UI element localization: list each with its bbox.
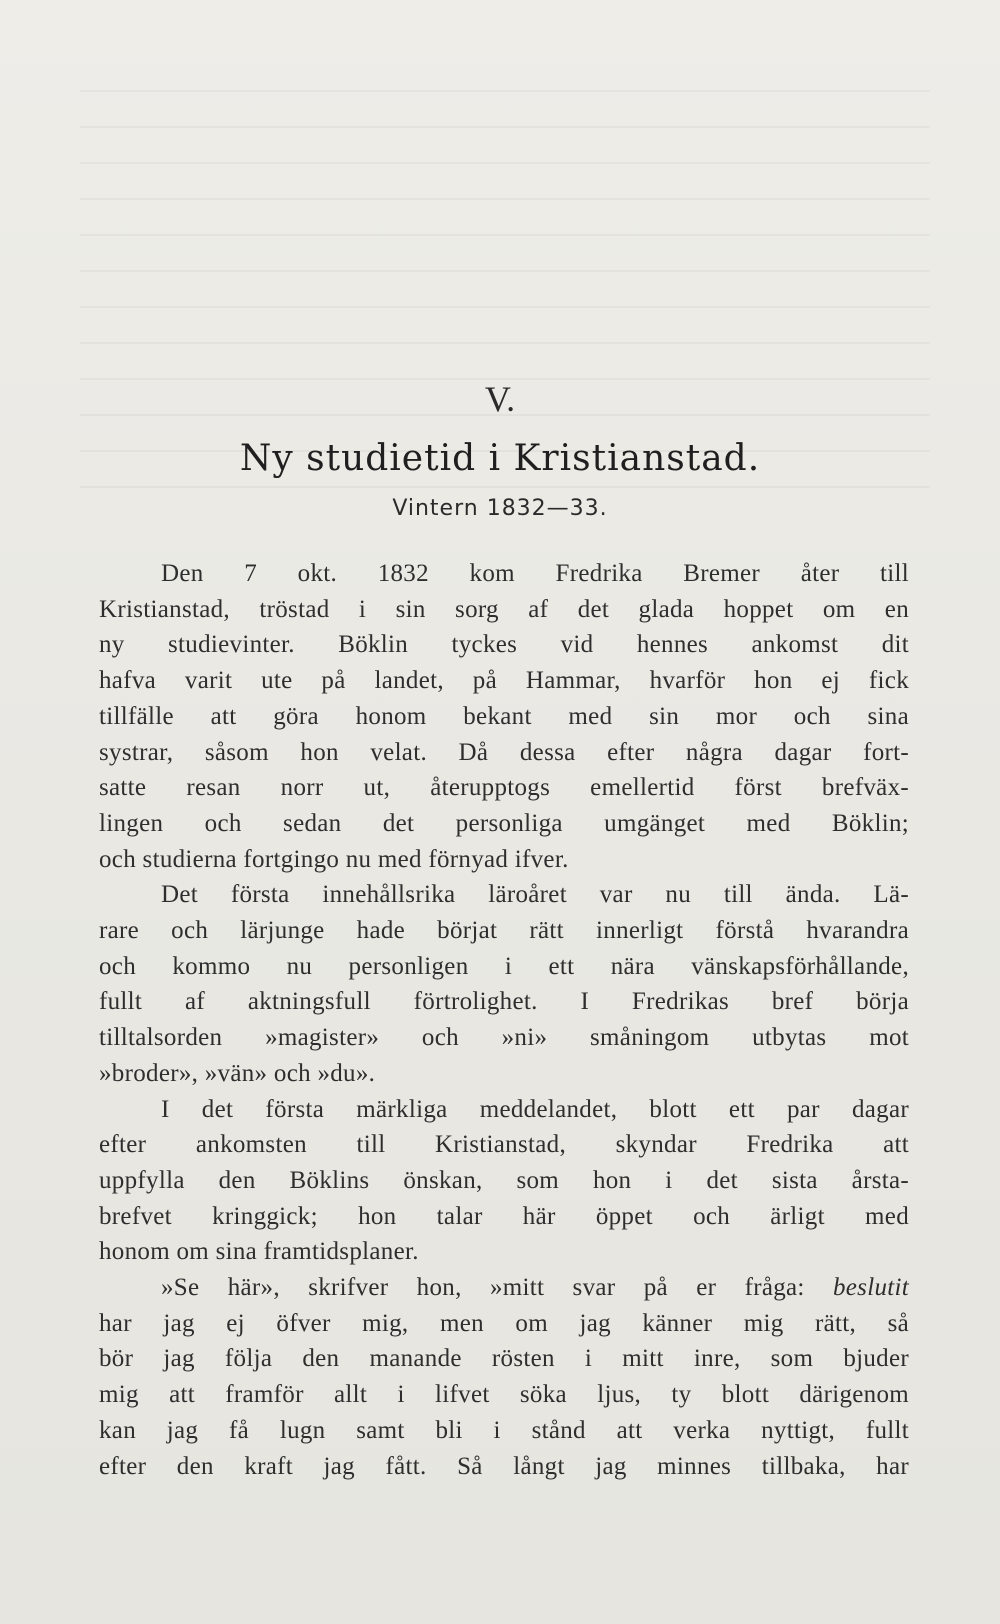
paragraph (99, 1270, 909, 1484)
chapter-subtitle: Vintern 1832—33. (392, 496, 608, 521)
text-line: tillfälle att göra honom bekant med sin mor och sina (99, 702, 909, 730)
text-line: satte resan norr ut, återupptogs emellertid först brefväx- (99, 774, 909, 802)
quote-opening: »Se här», skrifver hon, »mitt svar på er fråga: (161, 1274, 833, 1302)
text-line: brefvet kringgick; hon talar här öppet och ärligt med (99, 1202, 909, 1230)
text-line: uppfylla den Böklins önskan, som hon i det sista årsta- (99, 1166, 909, 1194)
emphasized-word: beslutit (832, 1274, 909, 1302)
text-line: Det första innehållsrika läroåret var nu till ända. Lä- (161, 881, 909, 909)
text-line: ny studievinter. Böklin tyckes vid hennes ankomst dit (99, 631, 909, 659)
text-line: och studierna fortgingo nu med förnyad ifver. (99, 845, 569, 873)
chapter-title: Ny studietid i Kristianstad. (239, 438, 761, 479)
paragraph (99, 877, 909, 1091)
text-line: Kristianstad, tröstad i sin sorg af det glada hoppet om en (99, 595, 909, 623)
text-line: kan jag få lugn samt bli i stånd att verka nyttigt, fullt (99, 1416, 909, 1444)
text-line: systrar, såsom hon velat. Då dessa efter några dagar fort- (99, 738, 909, 766)
text-line: Den 7 okt. 1832 kom Fredrika Bremer åter till (161, 560, 909, 587)
text-line (99, 1270, 909, 1306)
text-line: efter den kraft jag fått. Så långt jag minnes tillbaka, har (99, 1452, 909, 1480)
text-line: och kommo nu personligen i ett nära vänskapsförhållande, (99, 952, 909, 980)
text-line: fullt af aktningsfull förtrolighet. I Fredrikas bref börja (99, 988, 909, 1016)
text-line: I det första märkliga meddelandet, blott ett par dagar (161, 1095, 909, 1123)
text-line: tilltalsorden »magister» och »ni» småningom utbytas mot (99, 1024, 909, 1052)
body-text (99, 556, 909, 1484)
text-line: rare och lärjunge hade börjat rätt innerligt förstå hvarandra (99, 917, 909, 945)
text-line: honom om sina framtidsplaner. (99, 1238, 419, 1266)
paragraph (99, 1092, 909, 1271)
bleed-through-texture (80, 90, 930, 490)
text-line: har jag ej öfver mig, men om jag känner mig rätt, så (99, 1309, 909, 1337)
text-line: »broder», »vän» och »du». (99, 1059, 376, 1087)
paragraph (99, 556, 909, 877)
text-line: bör jag följa den manande rösten i mitt inre, som bjuder (99, 1345, 909, 1373)
text-line: efter ankomsten till Kristianstad, skyndar Fredrika att (99, 1131, 909, 1159)
text-line: hafva varit ute på landet, på Hammar, hvarför hon ej fick (99, 667, 909, 695)
text-line: lingen och sedan det personliga umgänget med Böklin; (99, 809, 909, 837)
chapter-number: V. (484, 379, 516, 419)
text-line: mig att framför allt i lifvet söka ljus, ty blott därigenom (99, 1381, 909, 1409)
